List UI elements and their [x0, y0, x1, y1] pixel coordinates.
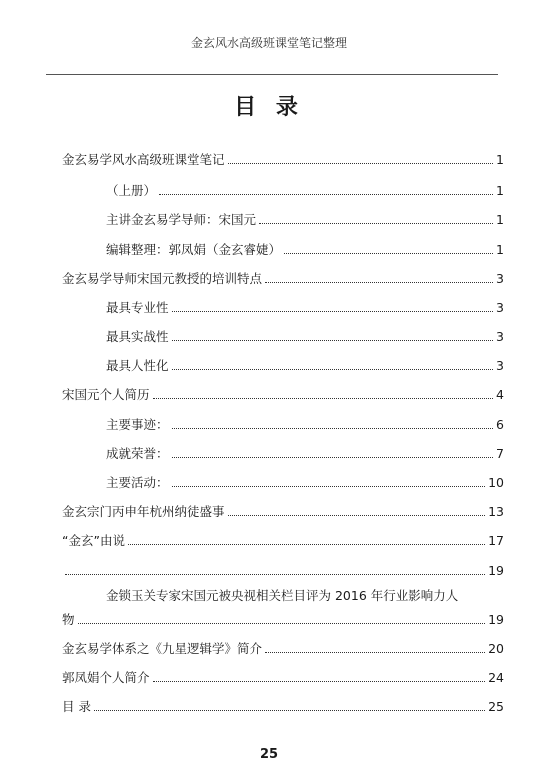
- toc-entry[interactable]: [62, 502, 504, 520]
- toc-entry-label: 主讲金玄易学导师：宋国元: [106, 212, 257, 227]
- toc-entry[interactable]: [62, 697, 504, 715]
- leader-dots: [284, 253, 493, 254]
- toc-entry-page: 17: [488, 533, 504, 548]
- toc-entry[interactable]: [106, 415, 504, 433]
- toc-entry[interactable]: [106, 327, 504, 345]
- leader-dots: [172, 428, 494, 429]
- toc-entry[interactable]: [106, 473, 504, 491]
- toc-entry[interactable]: [62, 385, 504, 403]
- leader-dots: [94, 710, 485, 711]
- header-rule: [46, 74, 498, 75]
- page-number: 25: [259, 747, 279, 762]
- toc-entry-label-line1[interactable]: 金锁玉关专家宋国元被央视相关栏目评为 2016 年行业影响力人: [106, 588, 459, 603]
- toc-entry-label: 成就荣誉：: [106, 446, 169, 461]
- toc-entry[interactable]: [106, 210, 504, 228]
- toc-entry-label: 最具实战性: [106, 329, 169, 344]
- leader-dots: [172, 311, 494, 312]
- toc-entry-label: 最具人性化: [106, 358, 169, 373]
- toc-entry[interactable]: [62, 561, 504, 579]
- leader-dots: [159, 194, 493, 195]
- toc-entry-page: 7: [496, 446, 504, 461]
- leader-dots: [172, 340, 494, 341]
- toc-entry-label: 金玄易学导师宋国元教授的培训特点: [62, 271, 263, 286]
- toc-entry-label: 郭凤娟个人简介: [62, 670, 150, 685]
- leader-dots: [259, 223, 493, 224]
- toc-entry[interactable]: [106, 444, 504, 462]
- toc-entry-page: 1: [496, 152, 504, 167]
- toc-entry-page: 3: [496, 300, 504, 315]
- leader-dots: [172, 369, 494, 370]
- toc-entry-page: 10: [488, 475, 504, 490]
- toc-title: 目 录: [234, 94, 304, 120]
- toc-entry[interactable]: [62, 531, 504, 549]
- toc-entry-page: 1: [496, 242, 504, 257]
- toc-entry-label: 金玄易学风水高级班课堂笔记: [62, 152, 225, 167]
- toc-entry-page: 1: [496, 212, 504, 227]
- toc-entry-page: 19: [488, 563, 504, 578]
- leader-dots: [128, 544, 485, 545]
- toc-entry-label: 金玄易学体系之《九星逻辑学》简介: [62, 641, 263, 656]
- toc-entry[interactable]: [106, 356, 504, 374]
- toc-entry[interactable]: [62, 150, 504, 168]
- toc-entry[interactable]: [62, 639, 504, 657]
- toc-entry-label: “金玄”由说: [62, 533, 125, 548]
- toc-entry[interactable]: [106, 298, 504, 316]
- toc-entry-label: 宋国元个人简历: [62, 387, 150, 402]
- toc-entry-page: 20: [488, 641, 504, 656]
- toc-entry-page: 4: [496, 387, 504, 402]
- leader-dots: [172, 457, 494, 458]
- toc-entry-label: （上册）: [106, 183, 157, 198]
- toc-entry-label-line2: 物: [62, 612, 75, 627]
- toc-entry-label: 编辑整理：郭凤娟（金玄睿婕）: [106, 242, 282, 257]
- toc-entry-page: 24: [488, 670, 504, 685]
- leader-dots: [153, 681, 486, 682]
- toc-entry-label: 主要事迹：: [106, 417, 169, 432]
- toc-entry[interactable]: [62, 668, 504, 686]
- leader-dots: [78, 623, 486, 624]
- toc-entry-page: 3: [496, 329, 504, 344]
- toc-entry-label: 最具专业性: [106, 300, 169, 315]
- leader-dots: [65, 574, 485, 575]
- leader-dots: [153, 398, 494, 399]
- toc-entry-label: 目 录: [62, 699, 91, 714]
- leader-dots: [172, 486, 486, 487]
- toc-entry-page: 25: [488, 699, 504, 714]
- running-header: 金玄风水高级班课堂笔记整理: [190, 36, 347, 50]
- toc-entry-page: 3: [496, 271, 504, 286]
- toc-entry[interactable]: [62, 610, 504, 628]
- leader-dots: [265, 652, 485, 653]
- toc-entry-label: 主要活动：: [106, 475, 169, 490]
- toc-entry-page: 13: [488, 504, 504, 519]
- toc-entry-page: 19: [488, 612, 504, 627]
- toc-entry-label: 金玄宗门丙申年杭州纳徒盛事: [62, 504, 225, 519]
- toc-entry[interactable]: [106, 181, 504, 199]
- toc-entry-page: 1: [496, 183, 504, 198]
- leader-dots: [228, 515, 486, 516]
- leader-dots: [265, 282, 493, 283]
- toc-entry-page: 6: [496, 417, 504, 432]
- toc-entry-page: 3: [496, 358, 504, 373]
- toc-entry[interactable]: [106, 240, 504, 258]
- toc-entry[interactable]: [62, 269, 504, 287]
- leader-dots: [228, 163, 494, 164]
